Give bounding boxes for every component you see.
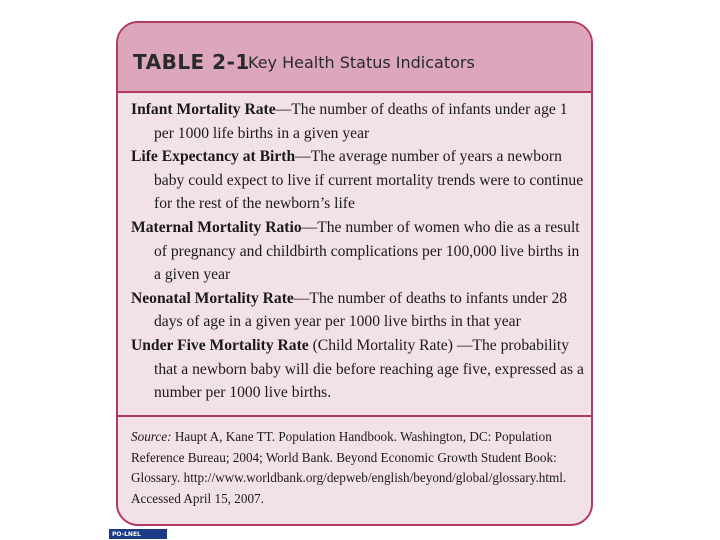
definitions-list bbox=[131, 98, 586, 405]
section-divider bbox=[118, 415, 591, 417]
publisher-logo bbox=[109, 529, 167, 539]
definition-item bbox=[131, 334, 586, 405]
definition-text: The number of women who die as a result of pregnancy and childbirth complications per 100,000 live births in a given year bbox=[154, 218, 580, 284]
table-header bbox=[118, 23, 591, 93]
definition-term: Maternal Mortality Ratio bbox=[131, 218, 302, 236]
definition-item bbox=[131, 145, 586, 216]
definition-term: Under Five Mortality Rate bbox=[131, 336, 309, 354]
source-text: Haupt A, Kane TT. Population Handbook. Washington, DC: Population Reference Bureau; 2004; World Bank. Beyond Economic Growth Student Book: Glossary. http://www.worldbank.org/depweb/english/beyond/global/glossary.html. Accessed April 15, 2007. bbox=[131, 429, 567, 506]
definition-separator: (Child Mortality Rate) — bbox=[308, 336, 473, 354]
definition-item bbox=[131, 98, 586, 145]
source-label: Source: bbox=[131, 429, 172, 444]
definition-term: Life Expectancy at Birth bbox=[131, 148, 296, 166]
definition-text: The number of deaths to infants under 28 days of age in a given year per 1000 live births in that year bbox=[154, 289, 568, 331]
table-card bbox=[116, 21, 593, 526]
source-citation bbox=[131, 427, 586, 509]
definition-term: Neonatal Mortality Rate bbox=[131, 289, 294, 307]
definition-item bbox=[131, 287, 586, 334]
table-label: TABLE 2-1 bbox=[133, 50, 250, 74]
definition-text: The average number of years a newborn baby could expect to live if current mortality trends were to continue for the rest of the newborn’s life bbox=[154, 148, 584, 213]
table-title: Key Health Status Indicators bbox=[248, 53, 475, 72]
definition-text: The number of deaths of infants under age 1 per 1000 life births in a given year bbox=[154, 101, 568, 142]
definition-separator: — bbox=[275, 101, 292, 118]
definition-item bbox=[131, 216, 586, 287]
definition-separator: — bbox=[301, 218, 318, 236]
definition-text: The probability that a newborn baby will die before reaching age five, expressed as a number per 1000 live births. bbox=[154, 336, 584, 402]
definition-term: Infant Mortality Rate bbox=[131, 101, 276, 118]
definition-separator: — bbox=[295, 148, 311, 166]
definition-separator: — bbox=[293, 289, 310, 307]
publisher-logo-text: PO-LNEL bbox=[112, 530, 141, 538]
